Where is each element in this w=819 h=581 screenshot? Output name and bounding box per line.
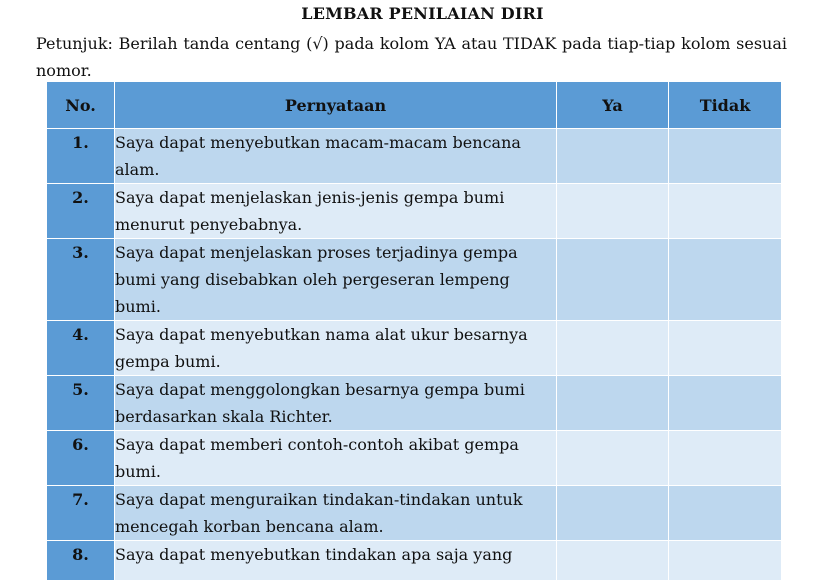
no-checkbox-cell[interactable] xyxy=(669,184,782,239)
yes-checkbox-cell[interactable] xyxy=(557,129,669,184)
row-number: 2. xyxy=(47,184,115,239)
row-number: 4. xyxy=(47,321,115,376)
row-number: 1. xyxy=(47,129,115,184)
header-no: No. xyxy=(47,82,115,129)
yes-checkbox-cell[interactable] xyxy=(557,431,669,486)
no-checkbox-cell[interactable] xyxy=(669,431,782,486)
row-statement: Saya dapat menggolongkan besarnya gempa bumi berdasarkan skala Richter. xyxy=(115,376,557,431)
row-number: 7. xyxy=(47,486,115,541)
table-row xyxy=(47,129,782,184)
yes-checkbox-cell[interactable] xyxy=(557,541,669,581)
table-row xyxy=(47,184,782,239)
no-checkbox-cell[interactable] xyxy=(669,321,782,376)
row-statement: Saya dapat menyebutkan nama alat ukur besarnya gempa bumi. xyxy=(115,321,557,376)
table-row xyxy=(47,376,782,431)
table-header-row xyxy=(47,82,782,129)
row-statement: Saya dapat menjelaskan jenis-jenis gempa bumi menurut penyebabnya. xyxy=(115,184,557,239)
row-number: 3. xyxy=(47,239,115,321)
table-row xyxy=(47,239,782,321)
instruction-text: Petunjuk: Berilah tanda centang (√) pada kolom YA atau TIDAK pada tiap-tiap kolom sesuai nomor. xyxy=(36,34,787,80)
no-checkbox-cell[interactable] xyxy=(669,541,782,581)
self-assessment-table xyxy=(46,81,782,581)
yes-checkbox-cell[interactable] xyxy=(557,239,669,321)
yes-checkbox-cell[interactable] xyxy=(557,486,669,541)
no-checkbox-cell[interactable] xyxy=(669,129,782,184)
row-statement: Saya dapat memberi contoh-contoh akibat gempa bumi. xyxy=(115,431,557,486)
no-checkbox-cell[interactable] xyxy=(669,486,782,541)
table-row xyxy=(47,541,782,581)
row-statement: Saya dapat menyebutkan tindakan apa saja yang xyxy=(115,541,557,581)
yes-checkbox-cell[interactable] xyxy=(557,184,669,239)
no-checkbox-cell[interactable] xyxy=(669,376,782,431)
page-title: LEMBAR PENILAIAN DIRI xyxy=(301,4,544,23)
table-row xyxy=(47,486,782,541)
row-number: 5. xyxy=(47,376,115,431)
header-no-answer: Tidak xyxy=(669,82,782,129)
row-statement: Saya dapat menguraikan tindakan-tindakan untuk mencegah korban bencana alam. xyxy=(115,486,557,541)
table-row xyxy=(47,431,782,486)
yes-checkbox-cell[interactable] xyxy=(557,376,669,431)
row-statement: Saya dapat menjelaskan proses terjadinya gempa bumi yang disebabkan oleh pergeseran lempeng bumi. xyxy=(115,239,557,321)
table-row xyxy=(47,321,782,376)
header-yes: Ya xyxy=(557,82,669,129)
header-statement: Pernyataan xyxy=(115,82,557,129)
row-number: 6. xyxy=(47,431,115,486)
row-statement: Saya dapat menyebutkan macam-macam bencana alam. xyxy=(115,129,557,184)
row-number: 8. xyxy=(47,541,115,581)
yes-checkbox-cell[interactable] xyxy=(557,321,669,376)
no-checkbox-cell[interactable] xyxy=(669,239,782,321)
